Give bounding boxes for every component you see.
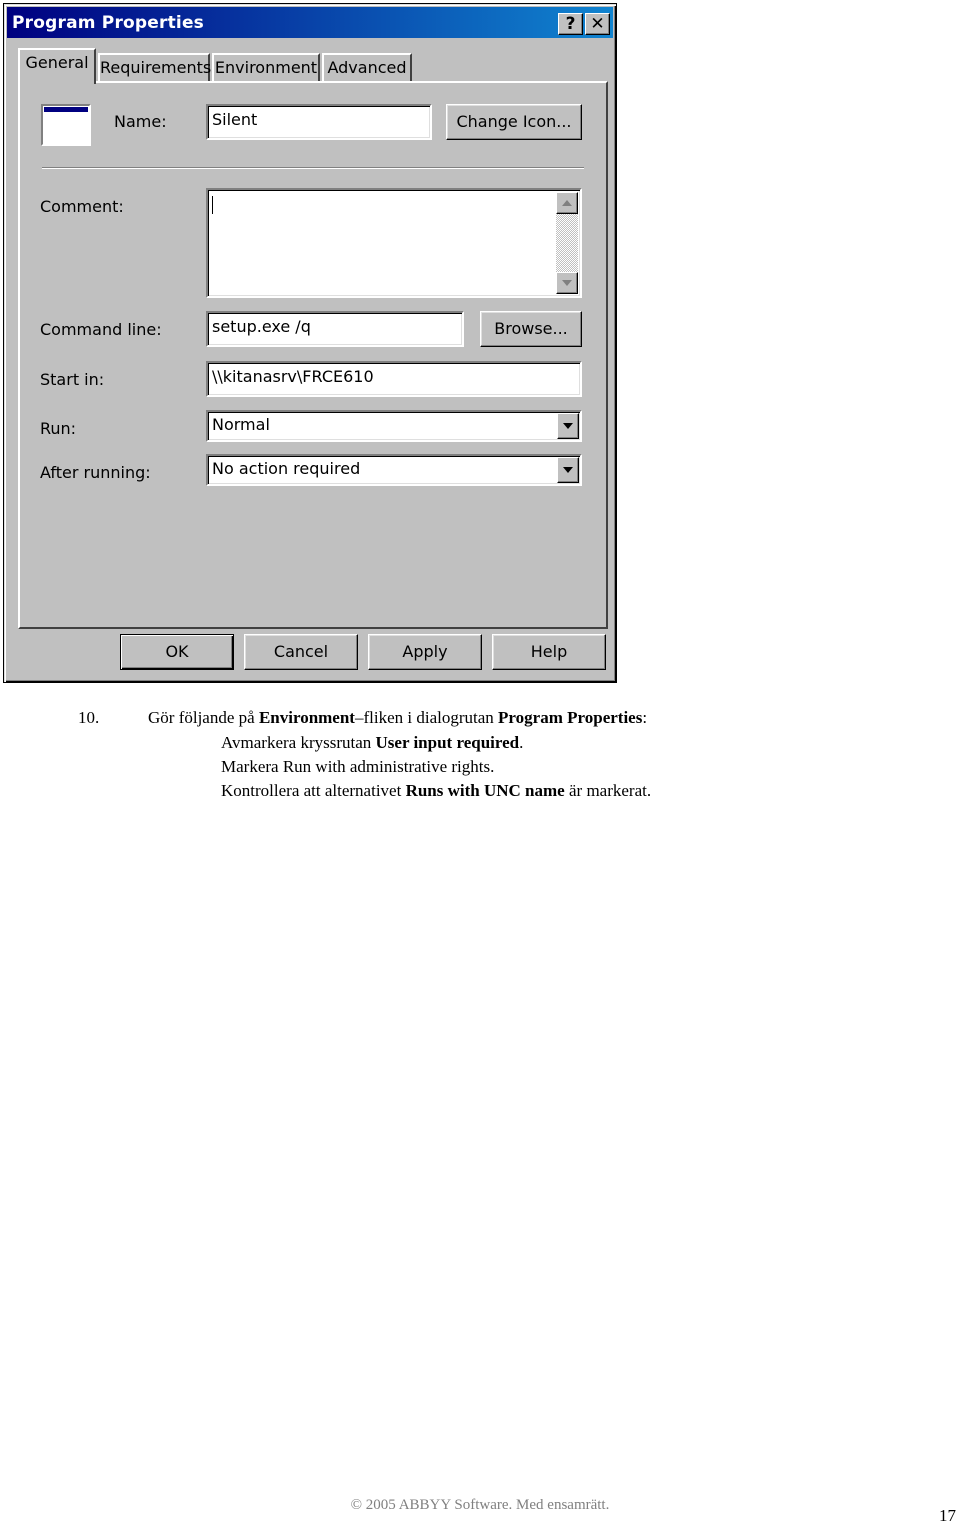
start-in-label: Start in:	[40, 370, 105, 389]
run-select[interactable]: Normal	[206, 410, 582, 442]
comment-label: Comment:	[40, 197, 124, 216]
start-in-field[interactable]: \\kitanasrv\FRCE610	[206, 361, 582, 397]
page-number: 17	[939, 1506, 956, 1525]
name-field[interactable]: Silent	[206, 104, 432, 140]
instruction-line-3: Markera Run with administrative rights.	[221, 757, 495, 776]
comment-scrollbar[interactable]	[556, 192, 578, 294]
program-properties-dialog	[3, 3, 617, 683]
tab-requirements[interactable]: Requirements	[98, 53, 210, 82]
tab-advanced[interactable]: Advanced	[322, 53, 412, 82]
arrow-down-icon	[562, 280, 572, 286]
command-line-label: Command line:	[40, 320, 162, 339]
instruction-line-4: Kontrollera att alternativet Runs with UNC name är markerat.	[221, 781, 652, 800]
dialog-title: Program Properties	[12, 13, 204, 33]
chevron-down-icon	[563, 423, 573, 429]
after-running-label: After running:	[40, 463, 151, 482]
run-dropdown-button[interactable]	[557, 413, 579, 439]
separator	[42, 167, 584, 169]
tab-panel-general	[18, 81, 608, 629]
copyright-footer: © 2005 ABBYY Software. Med ensamrätt.	[350, 1497, 610, 1513]
comment-field[interactable]	[206, 188, 582, 298]
apply-button[interactable]: Apply	[368, 634, 482, 670]
program-icon	[41, 104, 91, 146]
scroll-down-button[interactable]	[556, 272, 578, 294]
after-running-select[interactable]: No action required	[206, 454, 582, 486]
close-icon[interactable]: ✕	[585, 13, 610, 35]
ok-button[interactable]: OK	[120, 634, 234, 670]
help-button[interactable]: Help	[492, 634, 606, 670]
chevron-down-icon	[563, 467, 573, 473]
text-caret	[212, 196, 213, 214]
help-title-button[interactable]: ?	[558, 13, 583, 35]
instruction-line-2: Avmarkera kryssrutan User input required.	[221, 733, 524, 752]
name-label: Name:	[114, 112, 167, 131]
step-number: 10.	[78, 708, 100, 727]
tab-environment[interactable]: Environment	[212, 53, 320, 82]
browse-button[interactable]: Browse...	[480, 311, 582, 347]
instruction-line-1: Gör följande på Environment–fliken i dialogrutan Program Properties:	[148, 708, 648, 727]
command-line-field[interactable]: setup.exe /q	[206, 311, 464, 347]
run-label: Run:	[40, 419, 77, 438]
cancel-button[interactable]: Cancel	[244, 634, 358, 670]
change-icon-button[interactable]: Change Icon...	[446, 104, 582, 140]
scroll-up-button[interactable]	[556, 192, 578, 214]
arrow-up-icon	[562, 200, 572, 206]
tab-general[interactable]: General	[18, 48, 96, 84]
title-bar[interactable]	[7, 7, 613, 38]
after-running-dropdown-button[interactable]	[557, 457, 579, 483]
